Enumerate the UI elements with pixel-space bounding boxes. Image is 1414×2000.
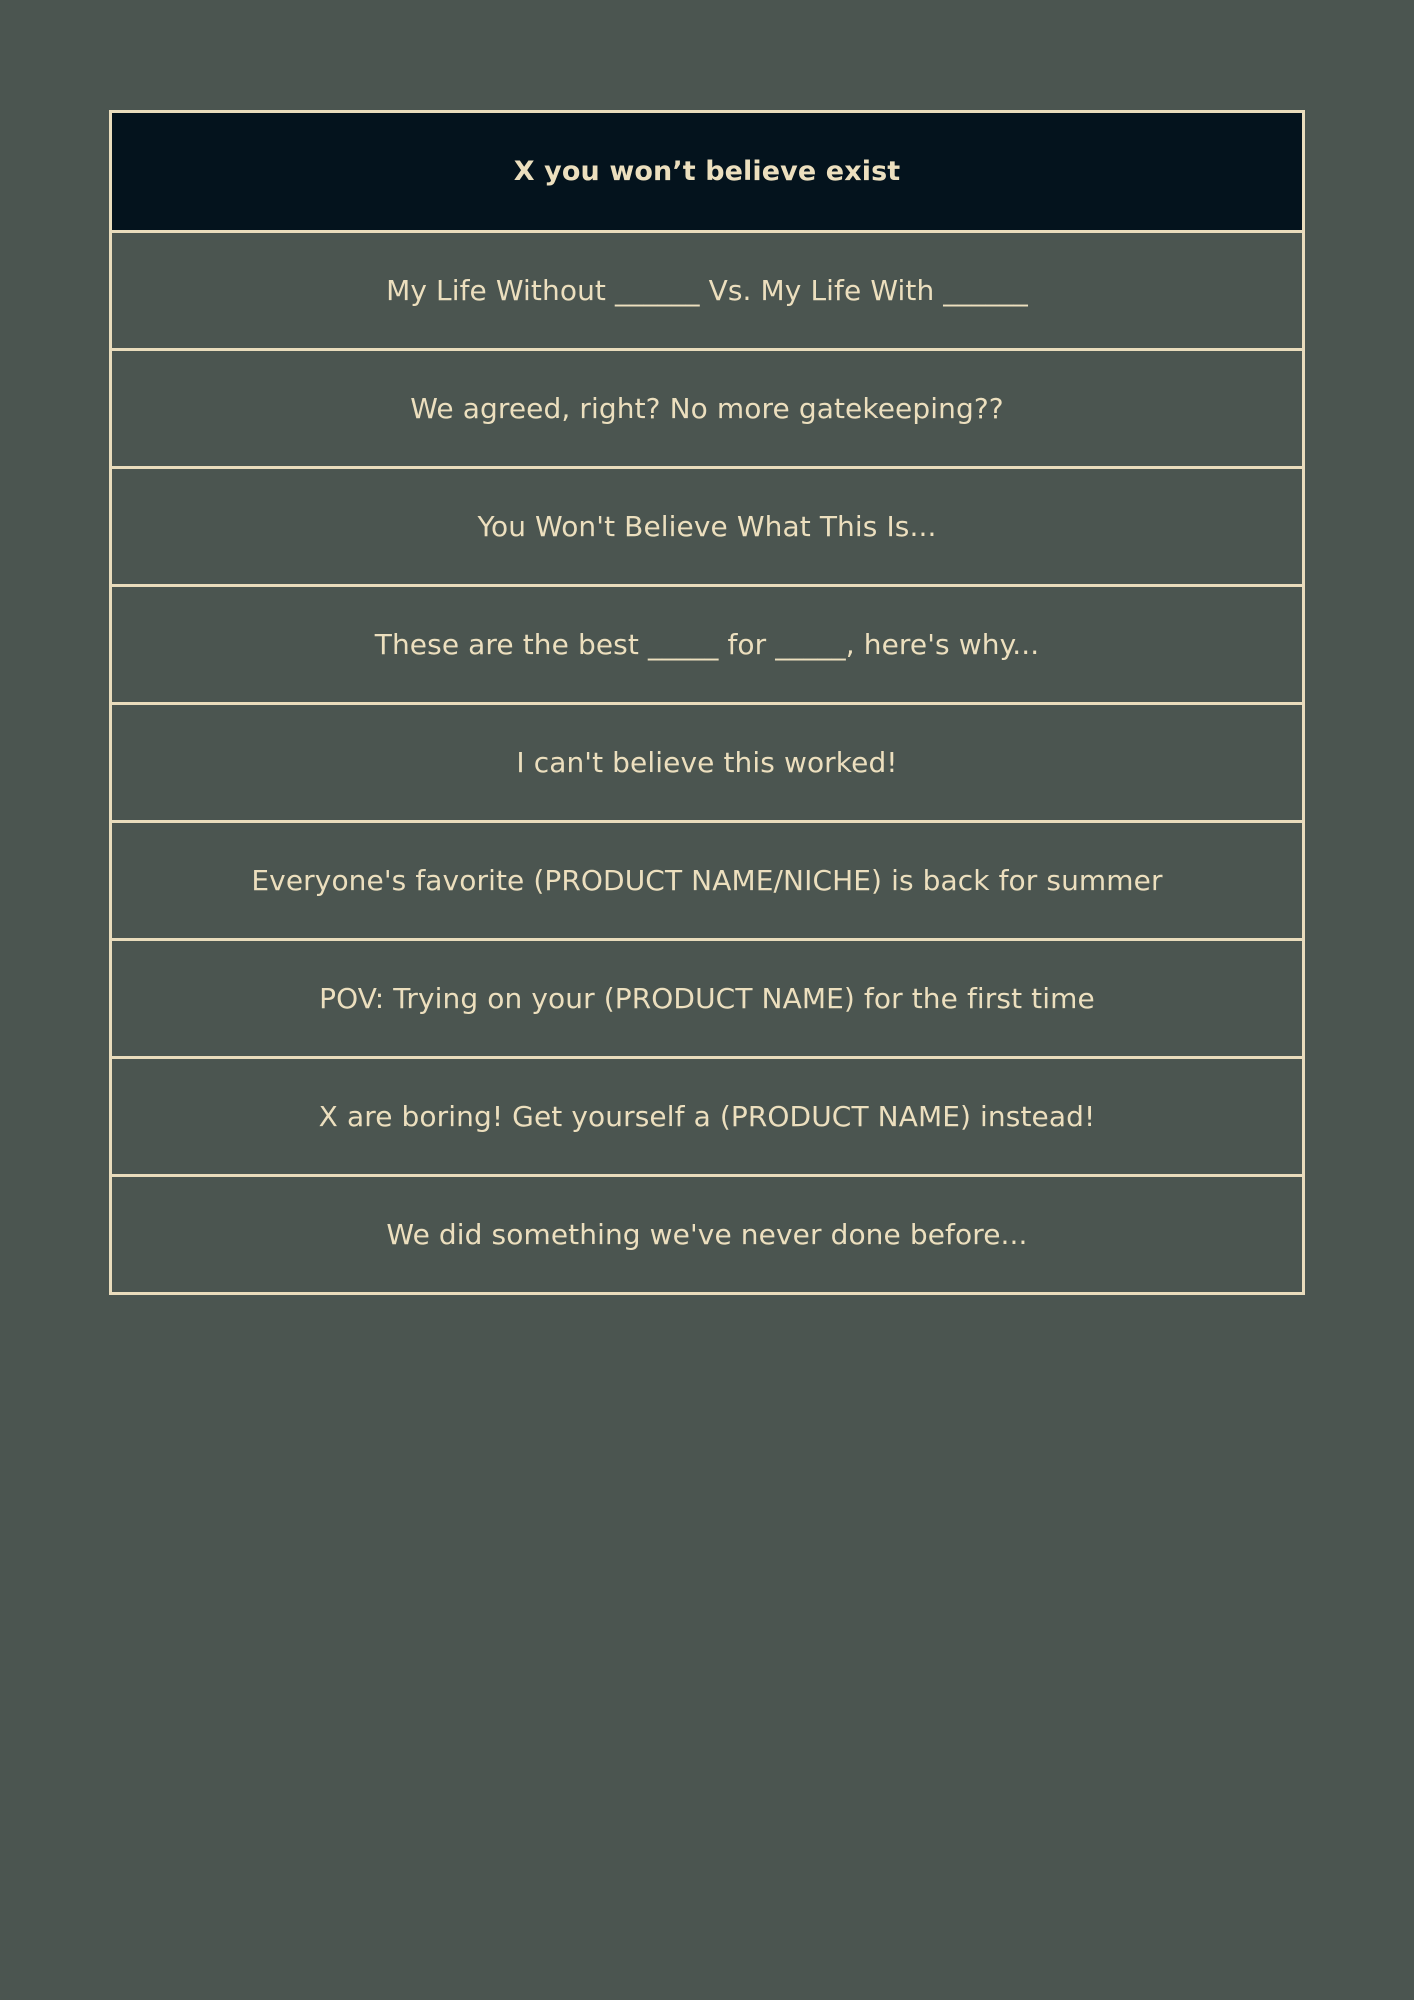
table-row: X are boring! Get yourself a (PRODUCT NAME) instead! [112,1056,1302,1174]
table-row: We agreed, right? No more gatekeeping?? [112,348,1302,466]
table-row: I can't believe this worked! [112,702,1302,820]
table-header: X you won’t believe exist [112,113,1302,230]
table-row: These are the best _____ for _____, here's why... [112,584,1302,702]
table-row: POV: Trying on your (PRODUCT NAME) for the first time [112,938,1302,1056]
table-row: You Won't Believe What This Is... [112,466,1302,584]
table-row: Everyone's favorite (PRODUCT NAME/NICHE) is back for summer [112,820,1302,938]
table-row: We did something we've never done before... [112,1174,1302,1292]
hooks-table [109,110,1305,1295]
table-row: My Life Without ______ Vs. My Life With ______ [112,230,1302,348]
